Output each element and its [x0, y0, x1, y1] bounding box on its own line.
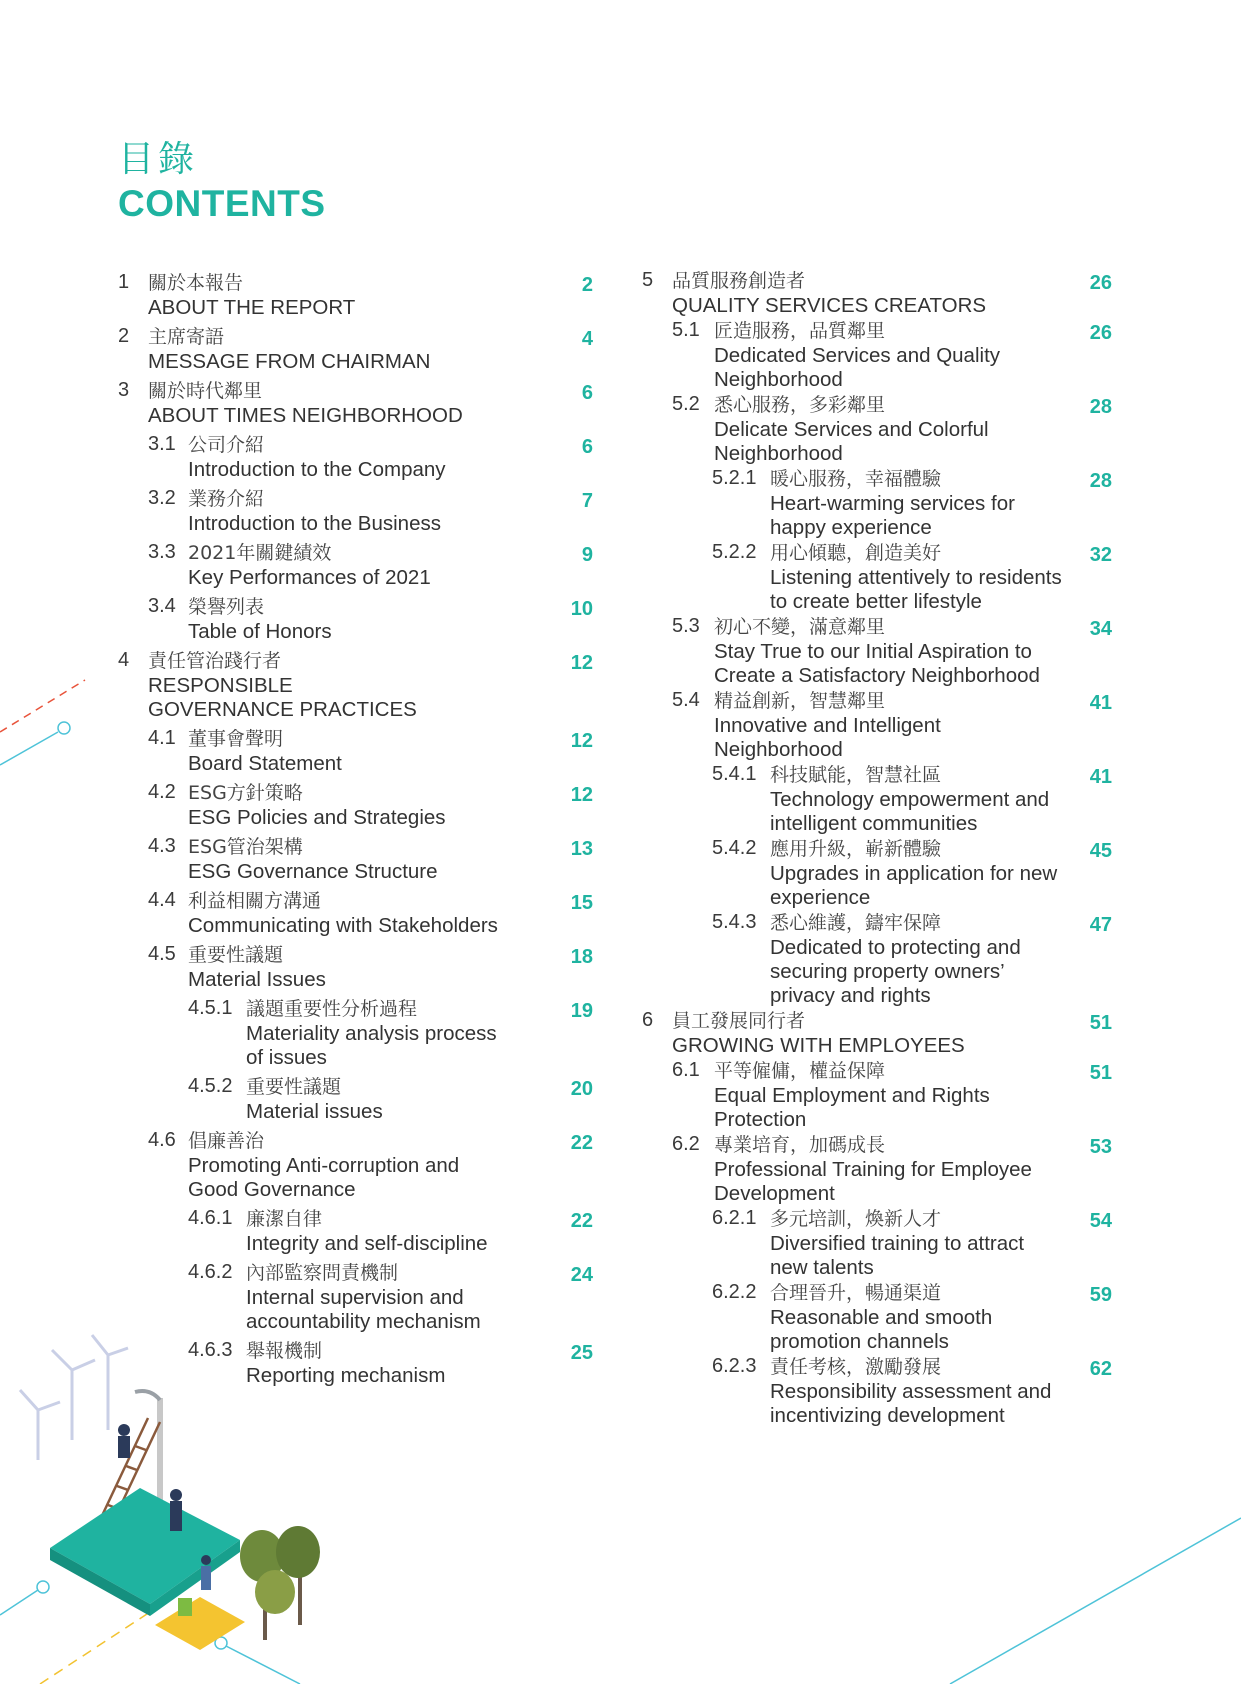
line-right-bottom [950, 1518, 1241, 1684]
page-number[interactable]: 62 [1089, 1358, 1112, 1380]
section-number: 6.2 [672, 1133, 700, 1155]
page-number[interactable]: 13 [570, 838, 593, 860]
contents-heading [118, 138, 326, 226]
node-circle [37, 1581, 49, 1593]
section-number: 6.1 [672, 1059, 700, 1081]
toc-entry[interactable] [118, 378, 463, 428]
section-number: 4.5 [148, 943, 176, 965]
page-number[interactable]: 15 [570, 892, 593, 914]
section-title-zh: 用心傾聽，創造美好 [770, 542, 942, 564]
toc-entry[interactable] [712, 540, 1062, 614]
section-number: 3.4 [148, 595, 176, 617]
section-title-en: ABOUT THE REPORT [148, 296, 356, 319]
page-number[interactable]: 6 [581, 382, 593, 404]
section-title-en: Materiality analysis process [246, 1022, 497, 1045]
toc-entry[interactable] [148, 834, 438, 884]
section-title-zh: 業務介紹 [188, 488, 265, 510]
section-title-en: ESG Governance Structure [188, 860, 438, 883]
page-number[interactable]: 26 [1089, 272, 1112, 294]
section-title-en: QUALITY SERVICES CREATORS [672, 294, 987, 317]
section-title-en: Neighborhood [714, 368, 843, 391]
section-number: 3.1 [148, 433, 176, 455]
tree-icon [240, 1526, 320, 1640]
section-number: 4.6 [148, 1129, 176, 1151]
page-number[interactable]: 51 [1089, 1012, 1112, 1034]
section-number: 4.6.3 [188, 1339, 233, 1361]
toc-entry[interactable] [712, 1206, 1024, 1280]
section-title-en: Protection [714, 1108, 807, 1131]
section-number: 5.3 [672, 615, 700, 637]
section-title-en: Material Issues [188, 968, 326, 991]
page-number[interactable]: 24 [570, 1264, 593, 1286]
section-title-en: Development [714, 1182, 835, 1205]
section-title-en: Internal supervision and [246, 1286, 464, 1309]
section-title-en: Material issues [246, 1100, 383, 1123]
section-number: 6.2.1 [712, 1207, 757, 1229]
page-number[interactable]: 28 [1089, 470, 1112, 492]
toc-entry[interactable] [672, 1058, 990, 1132]
section-title-en: to create better lifestyle [770, 590, 982, 613]
page-number[interactable]: 4 [581, 328, 593, 350]
section-number: 5.4.1 [712, 763, 757, 785]
page-number[interactable]: 22 [570, 1132, 593, 1154]
section-title-zh: 利益相關方溝通 [188, 890, 322, 912]
section-number: 2 [118, 325, 130, 347]
toc-entry[interactable] [712, 1280, 992, 1354]
section-title-zh: 董事會聲明 [188, 728, 284, 750]
line-bottom [226, 1646, 300, 1684]
section-title-zh: 榮譽列表 [188, 596, 265, 618]
section-title-en: Dedicated Services and Quality [714, 344, 1001, 367]
section-title-en: ABOUT TIMES NEIGHBORHOOD [148, 404, 463, 427]
toc-entry[interactable] [712, 910, 1021, 1008]
section-number: 6.2.3 [712, 1355, 757, 1377]
section-title-en: new talents [770, 1256, 874, 1279]
page-number[interactable]: 20 [570, 1078, 593, 1100]
page-number[interactable]: 12 [570, 652, 593, 674]
section-title-en: Neighborhood [714, 738, 843, 761]
section-title-en: Delicate Services and Colorful [714, 418, 989, 441]
section-title-en: Listening attentively to residents [770, 566, 1062, 589]
section-title-zh: 議題重要性分析過程 [246, 998, 418, 1020]
section-title-en: Responsibility assessment and [770, 1380, 1052, 1403]
section-title-zh: ESG方針策略 [188, 782, 303, 804]
page-number[interactable]: 59 [1089, 1284, 1112, 1306]
section-title-zh: 員工發展同行者 [672, 1010, 806, 1032]
section-title-zh: 公司介紹 [188, 434, 265, 456]
section-number: 5.2.1 [712, 467, 757, 489]
section-title-zh: 匠造服務，品質鄰里 [714, 320, 886, 342]
section-title-zh: 主席寄語 [148, 326, 225, 348]
dashed-line-left-bottom [40, 1612, 150, 1684]
section-number: 5 [642, 269, 654, 291]
section-title-zh: 品質服務創造者 [672, 270, 806, 292]
section-title-en: RESPONSIBLE [148, 674, 293, 697]
section-number: 3.2 [148, 487, 176, 509]
section-title-en: Introduction to the Business [188, 512, 441, 535]
bin-icon [178, 1598, 192, 1616]
wind-turbine-icon [20, 1335, 128, 1460]
section-title-zh: 舉報機制 [246, 1340, 323, 1362]
section-title-zh: 悉心維護，鑄牢保障 [770, 912, 942, 934]
green-platform [50, 1488, 240, 1604]
section-title-en: Stay True to our Initial Aspiration to [714, 640, 1032, 663]
section-number: 4.6.1 [188, 1207, 233, 1229]
section-title-zh: 暖心服務，幸福體驗 [770, 468, 942, 490]
section-title-zh: 關於本報告 [148, 272, 244, 294]
section-number: 3 [118, 379, 130, 401]
section-title-en: Good Governance [188, 1178, 356, 1201]
heading-en: CONTENTS [118, 183, 326, 224]
heading-zh: 目錄 [118, 139, 199, 180]
toc-left-column [118, 270, 598, 1490]
section-title-en: of issues [246, 1046, 327, 1069]
toc-entry[interactable] [188, 1074, 383, 1124]
section-title-en: intelligent communities [770, 812, 978, 835]
page-number[interactable]: 28 [1089, 396, 1112, 418]
section-title-zh: 倡廉善治 [188, 1130, 265, 1152]
section-title-zh: ESG管治架構 [188, 836, 303, 858]
page-number[interactable]: 53 [1089, 1136, 1112, 1158]
section-number: 4.3 [148, 835, 176, 857]
section-number: 3.3 [148, 541, 176, 563]
page-number[interactable]: 47 [1089, 914, 1112, 936]
section-title-zh: 關於時代鄰里 [148, 380, 263, 402]
section-title-en: Upgrades in application for new [770, 862, 1058, 885]
page-number[interactable]: 51 [1089, 1062, 1112, 1084]
section-title-en: Innovative and Intelligent [714, 714, 941, 737]
section-title-zh: 重要性議題 [246, 1076, 342, 1098]
section-title-en: Communicating with Stakeholders [188, 914, 498, 937]
page-number[interactable]: 25 [570, 1342, 593, 1364]
section-title-en: Board Statement [188, 752, 342, 775]
section-number: 5.4.2 [712, 837, 757, 859]
toc-entry[interactable] [118, 648, 417, 722]
section-title-zh: 廉潔自律 [246, 1208, 323, 1230]
page-number[interactable]: 2 [581, 274, 593, 296]
section-number: 5.4.3 [712, 911, 757, 933]
toc-entry[interactable] [148, 1128, 459, 1202]
page-number[interactable]: 41 [1089, 766, 1112, 788]
section-title-en: ESG Policies and Strategies [188, 806, 446, 829]
section-title-en: experience [770, 886, 871, 909]
section-number: 4.5.1 [188, 997, 233, 1019]
toc-entry[interactable] [188, 1260, 481, 1334]
section-title-en: Dedicated to protecting and [770, 936, 1021, 959]
toc-entry[interactable] [712, 762, 1049, 836]
page-number[interactable]: 41 [1089, 692, 1112, 714]
section-title-zh: 多元培訓，煥新人才 [770, 1208, 942, 1230]
page-number[interactable]: 18 [570, 946, 593, 968]
toc-entry[interactable] [188, 996, 497, 1070]
toc-entry[interactable] [148, 540, 431, 590]
section-number: 5.1 [672, 319, 700, 341]
section-title-en: Reporting mechanism [246, 1364, 446, 1387]
section-title-en: incentivizing development [770, 1404, 1005, 1427]
page-number[interactable]: 9 [581, 544, 593, 566]
section-title-zh: 2021年關鍵績效 [188, 542, 332, 564]
line-left-bottom [0, 1590, 38, 1615]
toc-entry[interactable] [672, 614, 1040, 688]
dashed-line-left-top [0, 680, 85, 732]
section-title-en: accountability mechanism [246, 1310, 481, 1333]
section-title-zh: 合理晉升，暢通渠道 [770, 1282, 942, 1304]
page-number[interactable]: 6 [581, 436, 593, 458]
toc-entry[interactable] [672, 1132, 1032, 1206]
toc-entry[interactable] [712, 1354, 1051, 1428]
section-title-en: Introduction to the Company [188, 458, 446, 481]
toc-entry[interactable] [148, 486, 441, 536]
section-title-en: Create a Satisfactory Neighborhood [714, 664, 1040, 687]
section-number: 6 [642, 1009, 654, 1031]
section-number: 4 [118, 649, 130, 671]
section-title-en: promotion channels [770, 1330, 949, 1353]
section-title-zh: 重要性議題 [188, 944, 284, 966]
section-title-en: Professional Training for Employee [714, 1158, 1032, 1181]
toc-entry[interactable] [148, 780, 446, 830]
section-number: 4.1 [148, 727, 176, 749]
toc-entry[interactable] [148, 594, 332, 644]
page-number[interactable]: 22 [570, 1210, 593, 1232]
toc-entry[interactable] [672, 318, 1000, 392]
toc-entry[interactable] [712, 836, 1057, 910]
section-title-en: GOVERNANCE PRACTICES [148, 698, 417, 721]
section-title-en: GROWING WITH EMPLOYEES [672, 1034, 965, 1057]
section-title-en: Key Performances of 2021 [188, 566, 431, 589]
page-number[interactable]: 19 [570, 1000, 593, 1022]
toc-entry[interactable] [712, 466, 1015, 540]
section-number: 5.2 [672, 393, 700, 415]
section-number: 6.2.2 [712, 1281, 757, 1303]
page-number[interactable]: 12 [570, 784, 593, 806]
section-title-en: Neighborhood [714, 442, 843, 465]
page-number[interactable]: 10 [570, 598, 593, 620]
toc-entry[interactable] [188, 1338, 445, 1388]
section-title-en: Heart-warming services for [770, 492, 1015, 515]
section-title-en: Diversified training to attract [770, 1232, 1025, 1255]
section-title-zh: 平等僱傭，權益保障 [714, 1060, 886, 1082]
section-title-en: Technology empowerment and [770, 788, 1050, 811]
toc-entry[interactable] [148, 888, 498, 938]
section-title-en: Equal Employment and Rights [714, 1084, 990, 1107]
section-title-zh: 精益創新，智慧鄰里 [714, 690, 886, 712]
section-title-zh: 責任考核，激勵發展 [770, 1356, 942, 1378]
toc-entry[interactable] [642, 268, 986, 318]
section-title-zh: 內部監察問責機制 [246, 1262, 399, 1284]
section-title-zh: 責任管治踐行者 [148, 650, 282, 672]
section-title-en: MESSAGE FROM CHAIRMAN [148, 350, 431, 373]
toc-entry[interactable] [188, 1206, 488, 1256]
page-number[interactable]: 45 [1089, 840, 1112, 862]
section-title-en: Table of Honors [188, 620, 332, 643]
section-title-en: Promoting Anti-corruption and [188, 1154, 460, 1177]
section-title-en: privacy and rights [770, 984, 931, 1007]
section-number: 5.2.2 [712, 541, 757, 563]
section-title-en: happy experience [770, 516, 932, 539]
section-title-en: securing property owners’ [770, 960, 1005, 983]
node-circle [58, 722, 70, 734]
toc-entry[interactable] [642, 1008, 965, 1058]
section-title-zh: 悉心服務，多彩鄰里 [714, 394, 886, 416]
line-left-top [0, 732, 58, 765]
toc-entry[interactable] [148, 726, 342, 776]
section-number: 5.4 [672, 689, 700, 711]
section-title-zh: 專業培育，加碼成長 [714, 1134, 886, 1156]
section-number: 4.2 [148, 781, 176, 803]
page-number[interactable]: 32 [1089, 544, 1112, 566]
section-title-zh: 初心不變，滿意鄰里 [714, 616, 886, 638]
section-title-en: Integrity and self-discipline [246, 1232, 488, 1255]
section-number: 1 [118, 271, 130, 293]
page-number[interactable]: 7 [581, 490, 593, 512]
section-number: 4.4 [148, 889, 176, 911]
page-number[interactable]: 12 [570, 730, 593, 752]
toc-entry[interactable] [148, 432, 446, 482]
yellow-platform [155, 1597, 245, 1650]
toc-entry[interactable] [672, 392, 989, 466]
toc-entry[interactable] [118, 324, 430, 374]
page-number[interactable]: 26 [1089, 322, 1112, 344]
section-title-zh: 科技賦能，智慧社區 [770, 764, 942, 786]
section-title-zh: 應用升級，嶄新體驗 [770, 838, 942, 860]
toc-right-column [642, 268, 1142, 1488]
section-title-en: Reasonable and smooth [770, 1306, 993, 1329]
toc-entry[interactable] [118, 270, 355, 320]
page-number[interactable]: 54 [1089, 1210, 1112, 1232]
toc-entry[interactable] [148, 942, 326, 992]
page-number[interactable]: 34 [1089, 618, 1112, 640]
section-number: 4.5.2 [188, 1075, 233, 1097]
toc-entry[interactable] [672, 688, 941, 762]
section-number: 4.6.2 [188, 1261, 233, 1283]
